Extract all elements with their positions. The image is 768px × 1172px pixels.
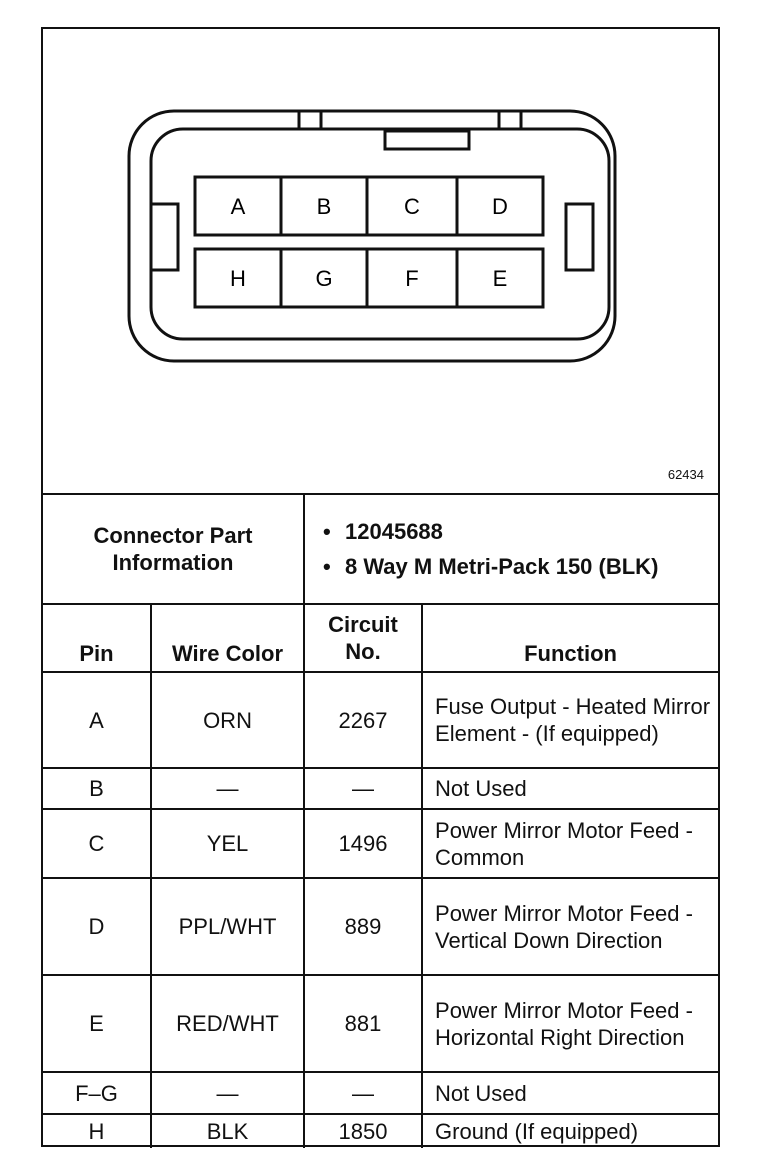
cell-pin: E [43, 975, 151, 1072]
cell-function: Fuse Output - Heated Mirror Element - (If equipped) [422, 672, 718, 768]
cell-wire-color: YEL [151, 809, 304, 878]
cell-function: Not Used [422, 768, 718, 809]
cell-pin: F–G [43, 1072, 151, 1114]
pin-label-g: G [315, 266, 333, 291]
table-row [43, 768, 718, 809]
cell-function: Power Mirror Motor Feed - Horizontal Right Direction [422, 975, 718, 1072]
connector-info-list [304, 494, 718, 604]
pin-label-d: D [492, 194, 508, 219]
cell-wire-color: RED/WHT [151, 975, 304, 1072]
locking-key [385, 131, 469, 149]
top-tab-right [499, 111, 521, 129]
figure-id: 62434 [667, 467, 704, 482]
cell-circuit: — [304, 1072, 422, 1114]
table-row [43, 1114, 718, 1148]
side-latch-left [151, 204, 178, 270]
cell-circuit: — [304, 768, 422, 809]
pin-label-c: C [404, 194, 420, 219]
cell-pin: D [43, 878, 151, 975]
header-wire-color: Wire Color [151, 604, 304, 672]
cell-wire-color: — [151, 768, 304, 809]
cell-function: Power Mirror Motor Feed - Vertical Down Direction [422, 878, 718, 975]
cell-pin: H [43, 1114, 151, 1148]
cell-pin: C [43, 809, 151, 878]
connector-info-row [43, 494, 718, 604]
connector-document [41, 27, 720, 1147]
pin-label-h: H [230, 266, 246, 291]
cell-circuit: 881 [304, 975, 422, 1072]
cell-pin: A [43, 672, 151, 768]
cell-pin: B [43, 768, 151, 809]
cell-circuit: 1496 [304, 809, 422, 878]
pin-label-e: E [492, 266, 508, 291]
table-row [43, 809, 718, 878]
pin-label-b: B [316, 194, 332, 219]
header-pin: Pin [43, 604, 151, 672]
cell-wire-color: BLK [151, 1114, 304, 1148]
cell-function: Not Used [422, 1072, 718, 1114]
table-header-row [43, 604, 718, 672]
top-tab-left [299, 111, 321, 129]
table-row [43, 878, 718, 975]
cell-circuit: 889 [304, 878, 422, 975]
connector-face-drawing [43, 29, 718, 493]
connector-info-label: Connector Part Information [43, 494, 304, 604]
side-latch-right [566, 204, 593, 270]
cell-wire-color: — [151, 1072, 304, 1114]
cell-wire-color: PPL/WHT [151, 878, 304, 975]
cell-wire-color: ORN [151, 672, 304, 768]
header-circuit: Circuit No. [304, 604, 422, 672]
pinout-table [43, 493, 718, 1148]
cell-circuit: 1850 [304, 1114, 422, 1148]
pin-label-f: F [405, 266, 419, 291]
table-row [43, 672, 718, 768]
connector-type: • 8 Way M Metri-Pack 150 (BLK) [345, 553, 718, 580]
part-number: • 12045688 [345, 518, 718, 545]
connector-diagram [43, 29, 718, 493]
cell-function: Power Mirror Motor Feed - Common [422, 809, 718, 878]
cell-function: Ground (If equipped) [422, 1114, 718, 1148]
header-function: Function [422, 604, 718, 672]
table-row [43, 1072, 718, 1114]
cell-circuit: 2267 [304, 672, 422, 768]
cavity-row-bottom [195, 249, 543, 307]
pin-label-a: A [230, 194, 246, 219]
table-row [43, 975, 718, 1072]
cavity-row-top [195, 177, 543, 235]
